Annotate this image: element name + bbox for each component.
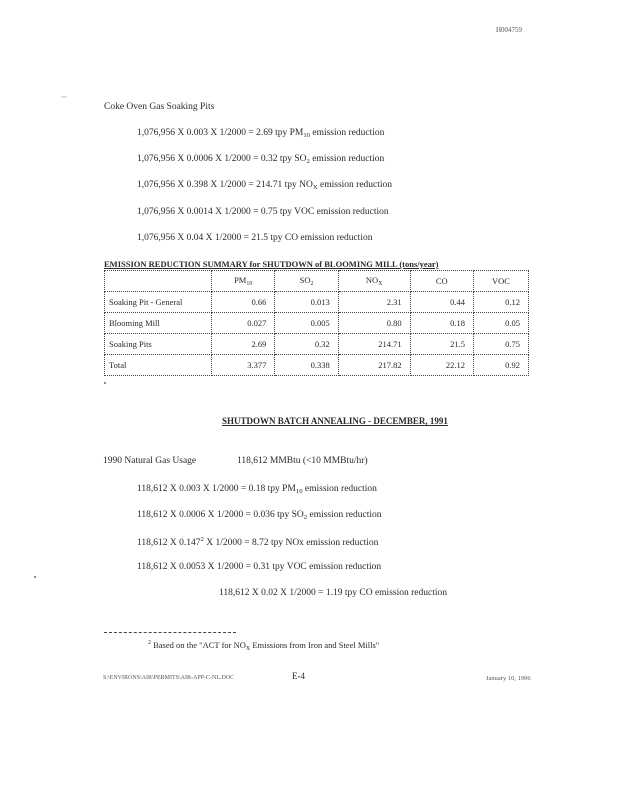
cell-nox: 217.82 bbox=[338, 355, 410, 376]
footnote-divider bbox=[104, 632, 236, 633]
cell-voc: 0.75 bbox=[473, 334, 528, 355]
document-id: H004759 bbox=[495, 26, 522, 34]
header-voc: VOC bbox=[473, 271, 528, 292]
coke-equation-nox: 1,076,956 X 0.398 X 1/2000 = 214.71 tpy $NO_X$ emission reduction bbox=[137, 180, 393, 191]
cell-pm10: 0.027 bbox=[212, 313, 275, 334]
row-source: Soaking Pits bbox=[105, 334, 212, 355]
header-source bbox=[105, 271, 212, 292]
shutdown-equation-so2: 118,612 X 0.0006 X 1/2000 = 0.036 tpy $SO_2$ emission reduction bbox=[137, 510, 382, 521]
emission-summary-table bbox=[104, 270, 529, 376]
gas-usage-value: 118,612 MMBtu (<10 MMBtu/hr) bbox=[237, 456, 368, 466]
row-source: Blooming Mill bbox=[105, 313, 212, 334]
table-row bbox=[105, 334, 529, 355]
cell-so2: 0.338 bbox=[275, 355, 338, 376]
shutdown-equation-co: 118,612 X 0.02 X 1/2000 = 1.19 tpy CO emission reduction bbox=[219, 588, 447, 598]
cell-nox: 214.71 bbox=[338, 334, 410, 355]
footer-page-number: E-4 bbox=[292, 671, 305, 681]
cell-pm10: 0.66 bbox=[212, 292, 275, 313]
header-nox: $NO_X$ bbox=[338, 271, 410, 292]
cell-so2: 0.005 bbox=[275, 313, 338, 334]
summary-table-title: EMISSION REDUCTION SUMMARY for SHUTDOWN of BLOOMING MILL (tons/year) bbox=[104, 259, 439, 269]
row-source: Total bbox=[105, 355, 212, 376]
cell-nox: 2.31 bbox=[338, 292, 410, 313]
cell-so2: 0.013 bbox=[275, 292, 338, 313]
table-row bbox=[105, 313, 529, 334]
coke-oven-heading: Coke Oven Gas Soaking Pits bbox=[104, 102, 215, 112]
header-co: CO bbox=[410, 271, 473, 292]
cell-co: 22.12 bbox=[410, 355, 473, 376]
cell-voc: 0.12 bbox=[473, 292, 528, 313]
shutdown-equation-nox: 118,612 X 0.147$^2$ X 1/2000 = 8.72 tpy NOx emission reduction bbox=[137, 536, 379, 548]
footnote: $^2$ Based on the "ACT for $NO_X$ Emissions from Iron and Steel Mills" bbox=[148, 640, 380, 652]
header-pm10: $PM_{10}$ bbox=[212, 271, 275, 292]
cell-voc: 0.92 bbox=[473, 355, 528, 376]
shutdown-section-title: SHUTDOWN BATCH ANNEALING - DECEMBER, 1991 bbox=[222, 416, 448, 426]
coke-equation-so2: 1,076,956 X 0.0006 X 1/2000 = 0.32 tpy $SO_2$ emission reduction bbox=[137, 154, 385, 165]
shutdown-equation-pm10: 118,612 X 0.003 X 1/2000 = 0.18 tpy $PM_{10}$ emission reduction bbox=[137, 484, 377, 495]
cell-so2: 0.32 bbox=[275, 334, 338, 355]
shutdown-equation-voc: 118,612 X 0.0053 X 1/2000 = 0.31 tpy VOC emission reduction bbox=[137, 562, 382, 572]
coke-equation-voc: 1,076,956 X 0.0014 X 1/2000 = 0.75 tpy VOC emission reduction bbox=[137, 207, 389, 217]
cell-nox: 0.80 bbox=[338, 313, 410, 334]
cell-co: 0.44 bbox=[410, 292, 473, 313]
gas-usage-label: 1990 Natural Gas Usage bbox=[103, 456, 197, 466]
table-row-total bbox=[105, 355, 529, 376]
table-row bbox=[105, 292, 529, 313]
table-header-row bbox=[105, 271, 529, 292]
cell-co: 21.5 bbox=[410, 334, 473, 355]
cell-co: 0.18 bbox=[410, 313, 473, 334]
cell-voc: 0.05 bbox=[473, 313, 528, 334]
row-source: Soaking Pit - General bbox=[105, 292, 212, 313]
coke-equation-co: 1,076,956 X 0.04 X 1/2000 = 21.5 tpy CO emission reduction bbox=[137, 233, 373, 243]
margin-tick bbox=[104, 382, 106, 384]
cell-pm10: 2.69 bbox=[212, 334, 275, 355]
cell-pm10: 3.377 bbox=[212, 355, 275, 376]
header-so2: $SO_2$ bbox=[275, 271, 338, 292]
footer-file-path: S:\ENVIRONS\AIR\PERMITS\AIR-APP-C-NL.DOC bbox=[103, 675, 235, 681]
coke-equation-pm10: 1,076,956 X 0.003 X 1/2000 = 2.69 tpy $PM_{10}$ emission reduction bbox=[137, 128, 385, 139]
margin-mark: ~~ bbox=[60, 95, 68, 101]
footer-date: January 10, 1996 bbox=[486, 675, 531, 682]
margin-tick bbox=[34, 576, 36, 578]
